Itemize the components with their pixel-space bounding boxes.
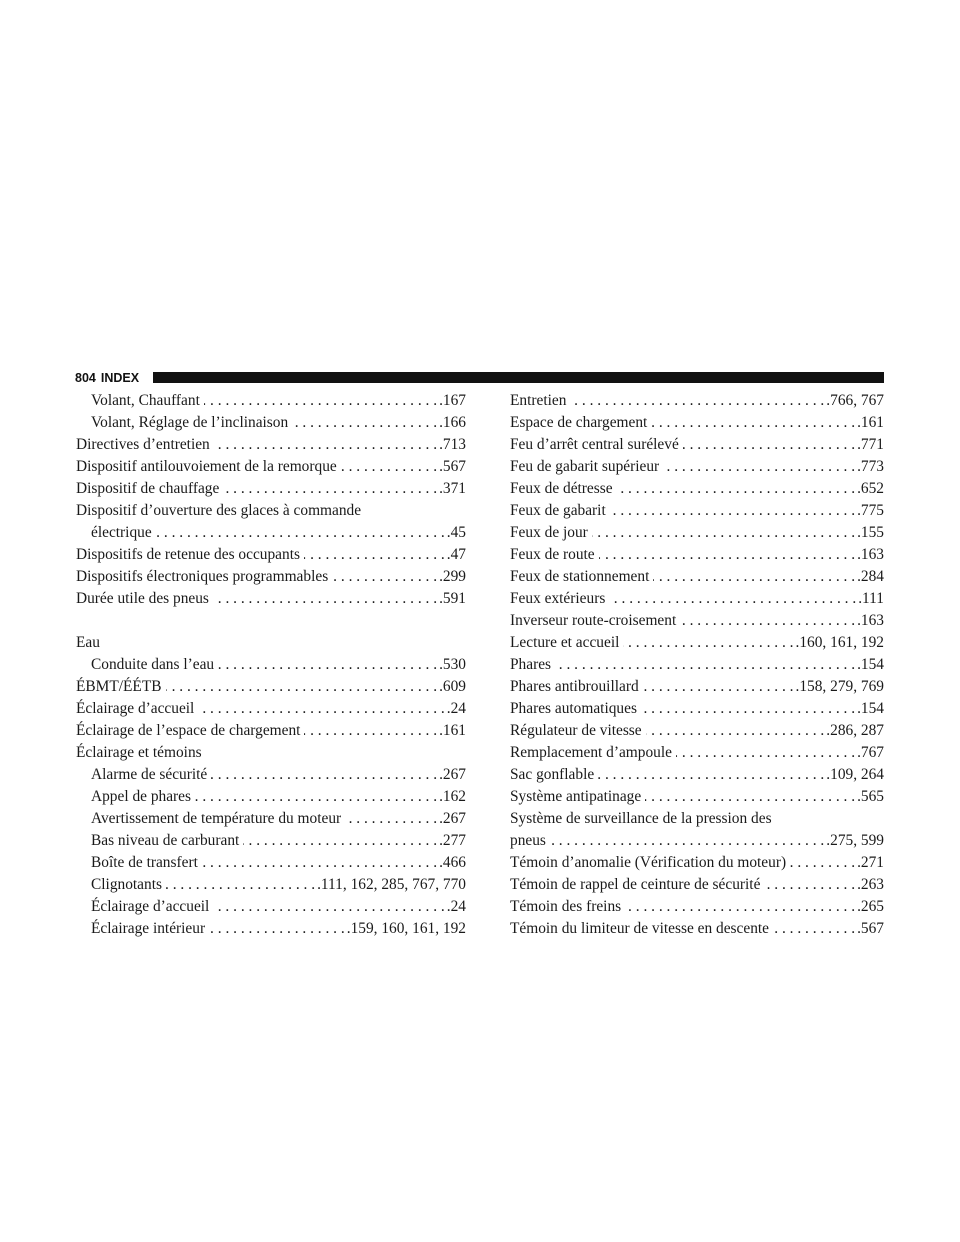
dot-leader	[680, 610, 855, 632]
entry-term: Dispositifs électroniques programmables	[76, 568, 329, 585]
entry-term: Feux de détresse	[510, 480, 613, 497]
entry-pages: .466	[439, 854, 466, 871]
header-text	[75, 370, 139, 386]
dot-leader	[332, 566, 437, 588]
header-rule	[153, 372, 884, 383]
entry-pages: .154	[857, 700, 884, 717]
entry-pages: .371	[439, 480, 466, 497]
entry-term: Témoin de rappel de ceinture de sécurité	[510, 876, 761, 893]
dot-leader	[209, 918, 345, 940]
dot-leader	[345, 808, 437, 830]
dot-leader	[166, 874, 315, 896]
dot-leader	[555, 654, 855, 676]
index-entry	[76, 918, 466, 940]
entry-term: électrique	[91, 524, 152, 541]
entry-pages: .263	[857, 876, 884, 893]
entry-pages: .109, 264	[826, 766, 884, 783]
index-entry	[510, 544, 884, 566]
entry-pages: .154	[857, 656, 884, 673]
dot-leader	[550, 830, 824, 852]
entry-pages: .47	[446, 546, 466, 563]
dot-leader	[663, 456, 855, 478]
dot-leader	[156, 522, 445, 544]
entry-pages: .773	[857, 458, 884, 475]
index-entry	[510, 478, 884, 500]
entry-pages: .24	[446, 898, 466, 915]
index-spacer	[76, 610, 466, 632]
entry-term: Dispositif de chauffage	[76, 480, 220, 497]
page-header	[75, 370, 884, 386]
entry-term: Dispositifs de retenue des occupants	[76, 546, 300, 563]
index-entry	[76, 654, 466, 676]
dot-leader	[570, 390, 824, 412]
dot-leader	[609, 588, 856, 610]
dot-leader	[304, 544, 445, 566]
entry-term: Lecture et accueil	[510, 634, 620, 651]
entry-pages: .159, 160, 161, 192	[346, 920, 466, 937]
index-entry	[510, 676, 884, 698]
index-entry	[510, 610, 884, 632]
entry-term: Éclairage de l’espace de chargement	[76, 722, 301, 739]
entry-term: Eau	[76, 634, 100, 651]
dot-leader	[643, 676, 794, 698]
index-entry	[76, 764, 466, 786]
dot-leader	[651, 412, 855, 434]
entry-pages: .271	[857, 854, 884, 871]
entry-term: Feu de gabarit supérieur	[510, 458, 660, 475]
entry-term: Volant, Réglage de l’inclinaison	[91, 414, 289, 431]
entry-term: Feux de gabarit	[510, 502, 606, 519]
dot-leader	[617, 478, 855, 500]
entry-term: Éclairage d’accueil	[91, 898, 210, 915]
entry-pages: .111, 162, 285, 767, 770	[317, 876, 466, 893]
dot-leader	[641, 698, 855, 720]
entry-pages: .766, 767	[826, 392, 884, 409]
index-entry	[510, 456, 884, 478]
dot-leader	[204, 390, 437, 412]
dot-leader	[592, 522, 855, 544]
index-entry	[510, 588, 884, 610]
index-entry	[510, 830, 884, 852]
dot-leader	[610, 500, 855, 522]
dot-leader	[645, 786, 855, 808]
entry-term: Régulateur de vitesse	[510, 722, 642, 739]
entry-term: Bas niveau de carburant	[91, 832, 240, 849]
entry-term: Boîte de transfert	[91, 854, 198, 871]
entry-pages: .565	[857, 788, 884, 805]
dot-leader	[683, 434, 855, 456]
index-entry	[510, 786, 884, 808]
entry-term: Dispositif antilouvoiement de la remorque	[76, 458, 337, 475]
index-column-left	[76, 390, 466, 940]
entry-pages: .609	[439, 678, 466, 695]
entry-pages: .161	[439, 722, 466, 739]
entry-pages: .652	[857, 480, 884, 497]
entry-term: Avertissement de température du moteur	[91, 810, 342, 827]
entry-term: Feux de route	[510, 546, 595, 563]
index-entry	[76, 808, 466, 830]
index-entry	[76, 434, 466, 456]
entry-pages: .771	[857, 436, 884, 453]
dot-leader	[599, 544, 855, 566]
entry-pages: .111	[858, 590, 884, 607]
entry-term: Directives d’entretien	[76, 436, 210, 453]
entry-pages: .24	[446, 700, 466, 717]
entry-pages: .286, 287	[826, 722, 884, 739]
entry-pages: .267	[439, 810, 466, 827]
entry-pages: .163	[857, 546, 884, 563]
entry-pages: .45	[446, 524, 466, 541]
index-entry	[76, 588, 466, 610]
index-entry	[510, 698, 884, 720]
dot-leader	[166, 676, 438, 698]
dot-leader	[598, 764, 824, 786]
index-entry	[76, 698, 466, 720]
index-entry	[510, 390, 884, 412]
entry-term: Témoin du limiteur de vitesse en descente	[510, 920, 769, 937]
entry-term: Conduite dans l’eau	[91, 656, 215, 673]
section-title: INDEX	[100, 371, 140, 385]
entry-pages: .567	[439, 458, 466, 475]
index-entry	[510, 720, 884, 742]
index-entry	[76, 632, 466, 654]
index-entry	[510, 896, 884, 918]
dot-leader	[646, 720, 825, 742]
entry-term: Phares antibrouillard	[510, 678, 639, 695]
entry-term: Éclairage d’accueil	[76, 700, 195, 717]
entry-term: Feu d’arrêt central surélevé	[510, 436, 679, 453]
dot-leader	[292, 412, 437, 434]
index-entry	[510, 434, 884, 456]
dot-leader	[218, 654, 437, 676]
entry-pages: .530	[439, 656, 466, 673]
index-entry	[510, 852, 884, 874]
entry-term: Appel de phares	[91, 788, 192, 805]
index-entry	[76, 522, 466, 544]
index-entry	[510, 566, 884, 588]
entry-term: Système de surveillance de la pression des	[510, 810, 772, 827]
entry-term: Espace de chargement	[510, 414, 648, 431]
dot-leader	[653, 566, 855, 588]
entry-term: Feux extérieurs	[510, 590, 606, 607]
index-entry	[510, 412, 884, 434]
entry-pages: .167	[439, 392, 466, 409]
entry-pages: .767	[857, 744, 884, 761]
entry-term: Feux de stationnement	[510, 568, 650, 585]
entry-pages: .155	[857, 524, 884, 541]
index-entry	[76, 566, 466, 588]
entry-term: Sac gonflable	[510, 766, 595, 783]
index-entry	[510, 742, 884, 764]
entry-term: Remplacement d’ampoule	[510, 744, 672, 761]
entry-term: pneus	[510, 832, 546, 849]
index-entry	[76, 786, 466, 808]
entry-pages: .160, 161, 192	[795, 634, 884, 651]
dot-leader	[198, 698, 444, 720]
index-column-right	[510, 390, 884, 940]
entry-pages: .161	[857, 414, 884, 431]
entry-pages: .158, 279, 769	[795, 678, 884, 695]
entry-pages: .265	[857, 898, 884, 915]
index-entry	[76, 544, 466, 566]
dot-leader	[764, 874, 855, 896]
index-entry	[510, 808, 884, 830]
entry-pages: .775	[857, 502, 884, 519]
index-entry	[76, 852, 466, 874]
entry-term: Feux de jour	[510, 524, 588, 541]
entry-term: Phares	[510, 656, 552, 673]
index-entry	[76, 478, 466, 500]
dot-leader	[790, 852, 855, 874]
entry-term: Témoin des freins	[510, 898, 622, 915]
entry-pages: .162	[439, 788, 466, 805]
entry-term: Entretien	[510, 392, 567, 409]
index-entry	[510, 632, 884, 654]
index-entry	[76, 874, 466, 896]
index-entry	[76, 830, 466, 852]
dot-leader	[304, 720, 437, 742]
dot-leader	[195, 786, 437, 808]
index-entry	[76, 720, 466, 742]
dot-leader	[213, 896, 444, 918]
index-entry	[76, 742, 466, 764]
entry-term: Volant, Chauffant	[91, 392, 200, 409]
dot-leader	[223, 478, 437, 500]
dot-leader	[773, 918, 855, 940]
entry-pages: .713	[439, 436, 466, 453]
entry-term: Alarme de sécurité	[91, 766, 208, 783]
entry-pages: .275, 599	[826, 832, 884, 849]
entry-pages: .163	[857, 612, 884, 629]
page-number: 804	[75, 371, 96, 385]
index-entry	[510, 500, 884, 522]
dot-leader	[243, 830, 437, 852]
entry-term: Durée utile des pneus	[76, 590, 209, 607]
entry-pages: .277	[439, 832, 466, 849]
index-entry	[510, 522, 884, 544]
entry-term: Inverseur route-croisement	[510, 612, 677, 629]
index-entry	[76, 676, 466, 698]
entry-term: Dispositif d’ouverture des glaces à commande	[76, 502, 362, 519]
index-entry	[510, 918, 884, 940]
index-entry	[76, 390, 466, 412]
index-entry	[76, 896, 466, 918]
dot-leader	[202, 852, 437, 874]
entry-pages: .166	[439, 414, 466, 431]
entry-term: Éclairage intérieur	[91, 920, 206, 937]
dot-leader	[214, 434, 437, 456]
dot-leader	[676, 742, 855, 764]
index-entry	[510, 874, 884, 896]
entry-term: ÉBMT/ÉÉTB	[76, 678, 162, 695]
index-entry	[76, 500, 466, 522]
dot-leader	[623, 632, 793, 654]
entry-term: Témoin d’anomalie (Vérification du moteur)	[510, 854, 787, 871]
dot-leader	[211, 764, 437, 786]
entry-term: Système antipatinage	[510, 788, 642, 805]
dot-leader	[625, 896, 855, 918]
index-entry	[76, 456, 466, 478]
entry-term: Phares automatiques	[510, 700, 637, 717]
entry-pages: .267	[439, 766, 466, 783]
entry-pages: .299	[439, 568, 466, 585]
entry-term: Clignotants	[91, 876, 162, 893]
dot-leader	[213, 588, 437, 610]
index-entry	[76, 412, 466, 434]
entry-term: Éclairage et témoins	[76, 744, 202, 761]
index-entry	[510, 764, 884, 786]
index-entry	[510, 654, 884, 676]
dot-leader	[341, 456, 437, 478]
entry-pages: .567	[857, 920, 884, 937]
entry-pages: .284	[857, 568, 884, 585]
entry-pages: .591	[439, 590, 466, 607]
